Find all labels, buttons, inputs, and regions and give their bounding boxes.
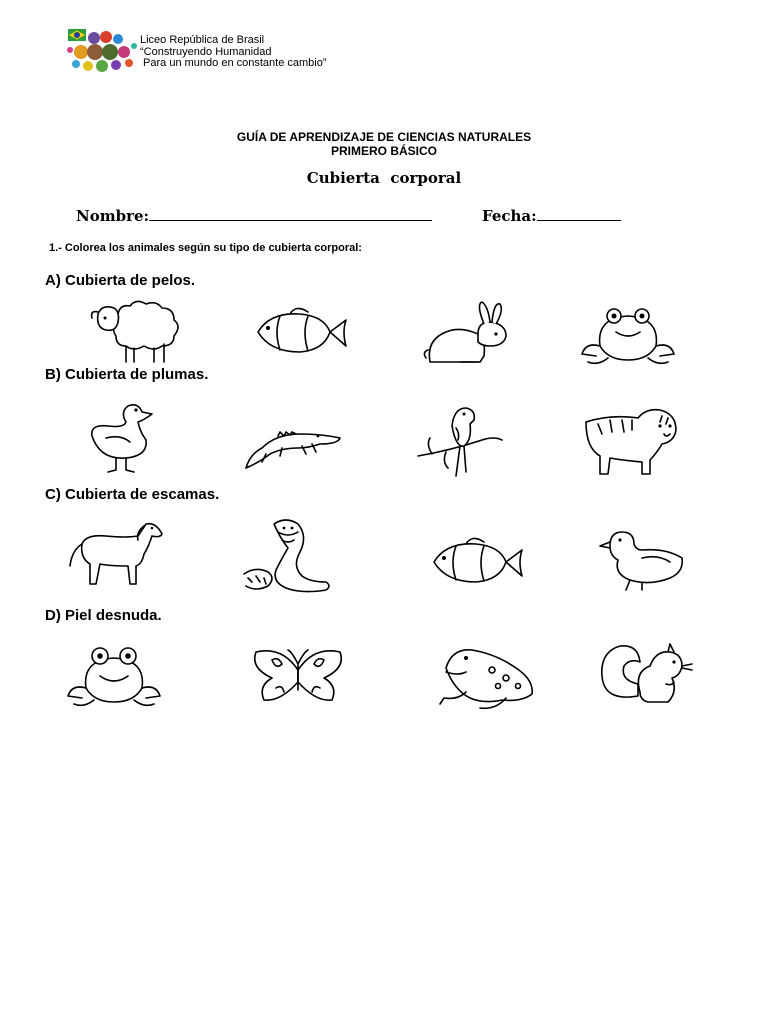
school-info (140, 35, 327, 70)
guide-title: GUÍA DE APRENDIZAJE DE CIENCIAS NATURALES (236, 130, 532, 144)
clownfish-drawing-c[interactable] (426, 528, 526, 604)
sheep-drawing[interactable] (88, 292, 188, 368)
name-label: Nombre: (76, 207, 150, 225)
grade-title: PRIMERO BÁSICO (330, 144, 437, 158)
guide-heading (0, 130, 768, 158)
school-name: Liceo República de Brasil (140, 34, 265, 46)
section-a-heading: A) Cubierta de pelos. (45, 272, 196, 289)
frog-drawing-a[interactable] (578, 296, 678, 372)
cobra-drawing[interactable] (238, 516, 338, 592)
section-c-heading: C) Cubierta de escamas. (45, 486, 220, 503)
school-motto-line1: “Construyendo Humanidad (140, 45, 272, 58)
page-title: Cubierta corporal (306, 169, 462, 187)
chick-drawing[interactable] (590, 524, 690, 600)
name-blank-line[interactable] (149, 207, 432, 221)
frog-drawing-d[interactable] (64, 640, 164, 716)
date-label: Fecha: (482, 207, 537, 225)
section-b-heading: B) Cubierta de plumas. (45, 366, 209, 383)
parrot-drawing[interactable] (412, 400, 512, 476)
date-field[interactable] (482, 207, 621, 225)
rabbit-drawing[interactable] (420, 296, 520, 372)
tiger-drawing[interactable] (580, 402, 680, 478)
clownfish-drawing-a[interactable] (250, 296, 350, 372)
butterfly-drawing[interactable] (248, 640, 348, 716)
squirrel-drawing[interactable] (598, 636, 698, 712)
horse-drawing[interactable] (66, 514, 166, 590)
toad-drawing[interactable] (436, 638, 536, 714)
school-motto-line2: Para un mundo en constante cambio” (140, 57, 327, 69)
date-blank-line[interactable] (537, 207, 621, 221)
duck-drawing[interactable] (80, 400, 180, 476)
instruction-text: 1.- Colorea los animales según su tipo de cubierta corporal: (49, 242, 362, 254)
name-field[interactable] (76, 207, 432, 225)
section-d-heading: D) Piel desnuda. (45, 607, 162, 624)
school-logo (66, 28, 138, 74)
crocodile-drawing[interactable] (242, 404, 342, 480)
